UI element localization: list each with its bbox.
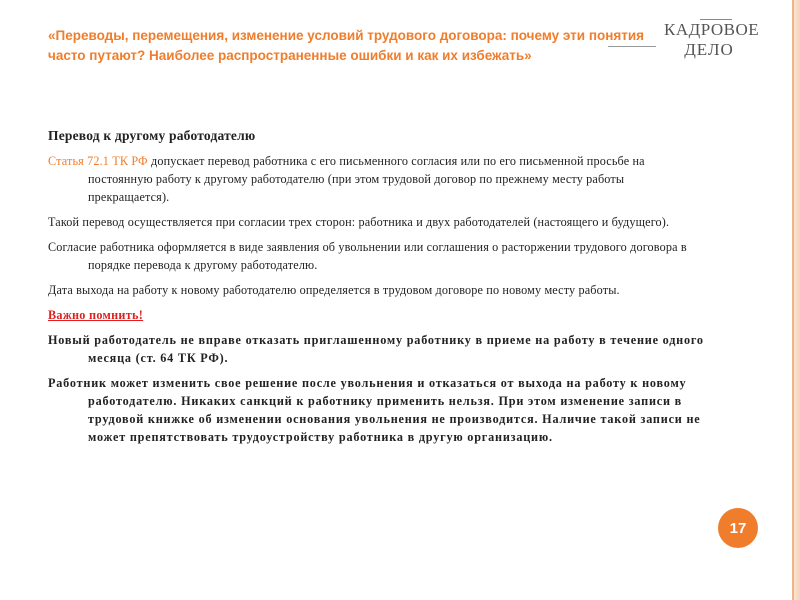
article-link[interactable]: Статья 72.1 ТК РФ [48,154,148,168]
section-title: Перевод к другому работодателю [48,128,256,143]
slide-content [48,128,708,453]
paragraph-start-date: Дата выхода на работу к новому работодателю определяется в трудовом договоре по новому месту работы. [48,283,620,297]
logo-text-line1: КАДРОВОЕ [664,20,760,39]
slide-frame-border [792,0,800,600]
title-underline [608,46,656,47]
paragraph-three-parties: Такой перевод осуществляется при согласии трех сторон: работника и двух работодателей (настоящего и будущего). [48,215,670,229]
kadrovoe-delo-logo [664,20,760,66]
paragraph-employee-rights: Работник может изменить свое решение после увольнения и отказаться от выхода на работу к новому работодателю. Никаких санкций к работнику применить нельзя. При этом изменение записи в трудовой книжке об изменении основания увольнения не производится. Наличие такой записи не может препятствовать трудоустройству работника в другую организацию. [48,376,701,444]
logo-text-line2: ДЕЛО [684,40,734,59]
page-number-badge: 17 [718,508,758,548]
paragraph-article-text: допускает перевод работника с его письменного согласия или по его письменной просьбе на постоянную работу к другому работодателю (при этом трудовой договор по прежнему месту работы прекращается). [88,154,645,204]
important-note-heading: Важно помнить! [48,308,144,322]
paragraph-refusal-ban: Новый работодатель не вправе отказать приглашенному работнику в приеме на работу в течение одного месяца (ст. 64 ТК РФ). [48,333,704,365]
paragraph-consent: Согласие работника оформляется в виде заявления об увольнении или соглашения о расторжении трудового договора в порядке перевода к другому работодателю. [48,240,687,272]
paragraph-article [48,152,708,206]
slide-title: «Переводы, перемещения, изменение условий трудового договора: почему эти понятия часто путают? Наиболее распространенные ошибки и как их избежать» [48,28,645,63]
